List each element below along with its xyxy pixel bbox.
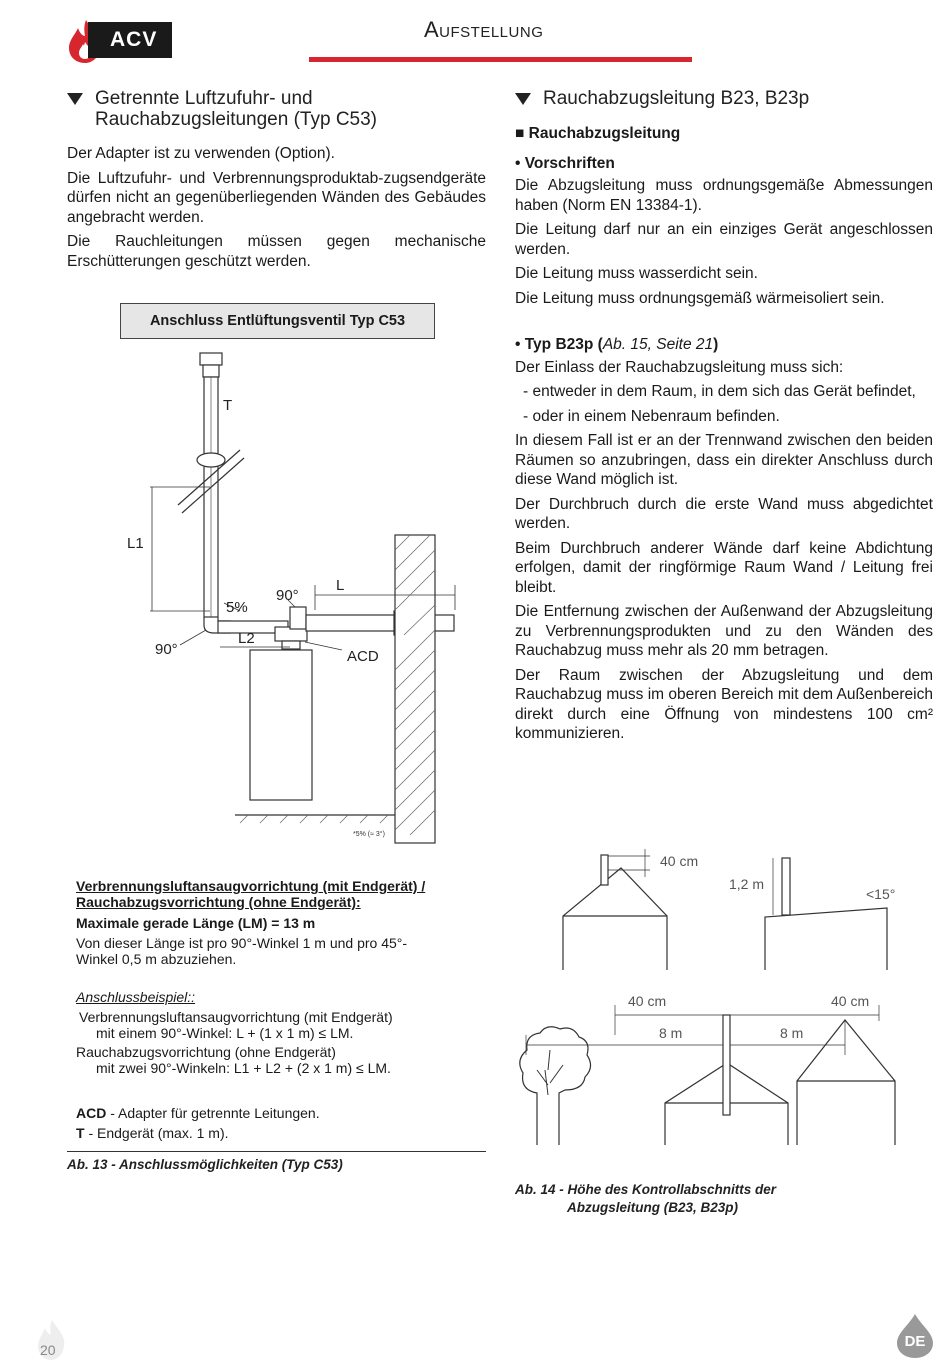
paragraph: Der Adapter ist zu verwenden (Option). <box>67 145 335 162</box>
page-title: Aufstellung <box>424 17 544 42</box>
example2-a: Rauchabzugsvorrichtung (ohne Endgerät) <box>76 1044 336 1060</box>
b23p-paragraph: In diesem Fall ist er an der Trennwand zwischen den beiden Räumen so anzubringen, dass ein direkter Anschluss durch diese Wand möglich ist. <box>515 432 933 488</box>
label-l1: L1 <box>127 535 144 552</box>
example2-b: mit zwei 90°-Winkeln: L1 + L2 + (2 x 1 m) ≤ LM. <box>96 1060 391 1076</box>
dim-8m-b: 8 m <box>780 1025 804 1041</box>
legend <box>76 1103 320 1143</box>
deduct-text: Von dieser Länge ist pro 90°-Winkel 1 m und pro 45°-Winkel 0,5 m abzuziehen. <box>76 935 408 967</box>
b23p-paragraph: Beim Durchbruch anderer Wände darf keine Abdichtung erfolgen, damit der ringförmige Raum Wand / Leitung frei bleibt. <box>515 539 933 596</box>
paragraph: Die Rauchleitungen müssen gegen mechanische Erschütterungen geschützt werden. <box>67 233 486 270</box>
label-angle-bottom: 90° <box>155 641 178 658</box>
language-badge <box>895 1313 935 1359</box>
caption-rule <box>67 1151 486 1152</box>
page-number: 20 <box>40 1342 56 1358</box>
dim-40cm-a: 40 cm <box>660 853 699 869</box>
example1-a: Verbrennungsluftansaugvorrichtung (mit Endgerät) <box>79 1009 393 1025</box>
right-heading-text: Rauchabzugsleitung B23, B23p <box>543 88 810 109</box>
slope-footnote: *5% (≈ 3°) <box>353 831 385 838</box>
max-length: Maximale gerade Länge (LM) = 13 m <box>76 915 316 931</box>
label-acd: ACD <box>347 648 379 665</box>
left-section-heading <box>67 88 486 130</box>
language-code: DE <box>904 1333 926 1350</box>
dim-40cm-c: 40 cm <box>831 993 870 1009</box>
b23p-head: • Typ B23p (Ab. 15, Seite 21) <box>515 336 719 353</box>
rule-item: Die Leitung muss wasserdicht sein. <box>515 265 758 282</box>
dim-8m-a: 8 m <box>659 1025 683 1041</box>
b23p-paragraph: Die Entfernung zwischen der Außenwand der Abzugsleitung zu Verbrennungsprodukten und zu den Wänden des Rauchabzug muss mehr als 20 mm betragen. <box>515 603 933 659</box>
label-l2: L2 <box>238 630 255 647</box>
rule-item: Die Leitung muss ordnungsgemäß wärmeisoliert sein. <box>515 289 885 307</box>
title-rule <box>309 57 692 62</box>
legend-acd: ACD - Adapter für getrennte Leitungen. <box>76 1105 320 1121</box>
notes-title-line1: Verbrennungsluftansaugvorrichtung (mit Endgerät) / <box>76 878 426 894</box>
notes-title-line2: Rauchabzugsvorrichtung (ohne Endgerät): <box>76 894 361 910</box>
right-section-heading <box>515 88 933 109</box>
label-l: L <box>336 577 345 594</box>
b23p-item: - oder in einem Nebenraum befinden. <box>523 407 780 425</box>
logo-text: ACV <box>110 28 158 51</box>
dim-40cm-b: 40 cm <box>628 993 667 1009</box>
rules-head: • Vorschriften <box>515 154 615 172</box>
b23p-paragraph: Der Raum zwischen der Abzugsleitung und dem Rauchabzug muss im oberen Bereich mit dem Außenbereich direkt durch eine Öffnung von mindestens 100 cm² kommunizieren. <box>515 666 933 742</box>
label-slope: 5% <box>226 599 248 616</box>
acv-logo <box>66 18 174 64</box>
figure-13-caption: Ab. 13 - Anschlussmöglichkeiten (Typ C53) <box>67 1157 343 1172</box>
angle-15: <15° <box>866 886 896 902</box>
left-heading-text: Getrennte Luftzufuhr- und Rauchabzugsleitungen (Typ C53) <box>95 88 378 130</box>
b23p-intro: Der Einlass der Rauchabzugsleitung muss sich: <box>515 358 844 376</box>
right-column <box>515 88 933 749</box>
legend-t: T - Endgerät (max. 1 m). <box>76 1125 229 1141</box>
rule-item: Die Leitung darf nur an ein einziges Gerät angeschlossen werden. <box>515 221 933 258</box>
left-column <box>67 88 486 276</box>
length-notes <box>76 878 486 1076</box>
label-angle-top: 90° <box>276 587 299 604</box>
example1-b: mit einem 90°-Winkel: L + (1 x 1 m) ≤ LM. <box>96 1025 354 1041</box>
label-t: T <box>223 397 233 414</box>
figure-title: Anschluss Entlüftungsventil Typ C53 <box>120 303 435 339</box>
b23p-paragraph: Der Durchbruch durch die erste Wand muss abgedichtet werden. <box>515 495 933 532</box>
triangle-down-icon <box>515 93 531 105</box>
paragraph: Die Luftzufuhr- und Verbrennungsproduktab-zugsendgeräte dürfen nicht an gegenüberliegenden Wänden des Gebäudes angebracht werden. <box>67 169 486 226</box>
triangle-down-icon <box>67 93 83 105</box>
subheading: ■ Rauchabzugsleitung <box>515 125 681 142</box>
dim-1-2m: 1,2 m <box>729 876 765 892</box>
figure-14-caption-2: Abzugsleitung (B23, B23p) <box>567 1200 739 1215</box>
example-title: Anschlussbeispiel:: <box>76 989 196 1005</box>
b23p-item: - entweder in dem Raum, in dem sich das Gerät befindet, <box>523 383 916 400</box>
figure-14-caption-1: Ab. 14 - Höhe des Kontrollabschnitts der <box>515 1182 777 1197</box>
rule-item: Die Abzugsleitung muss ordnungsgemäße Abmessungen haben (Norm EN 13384-1). <box>515 177 933 214</box>
